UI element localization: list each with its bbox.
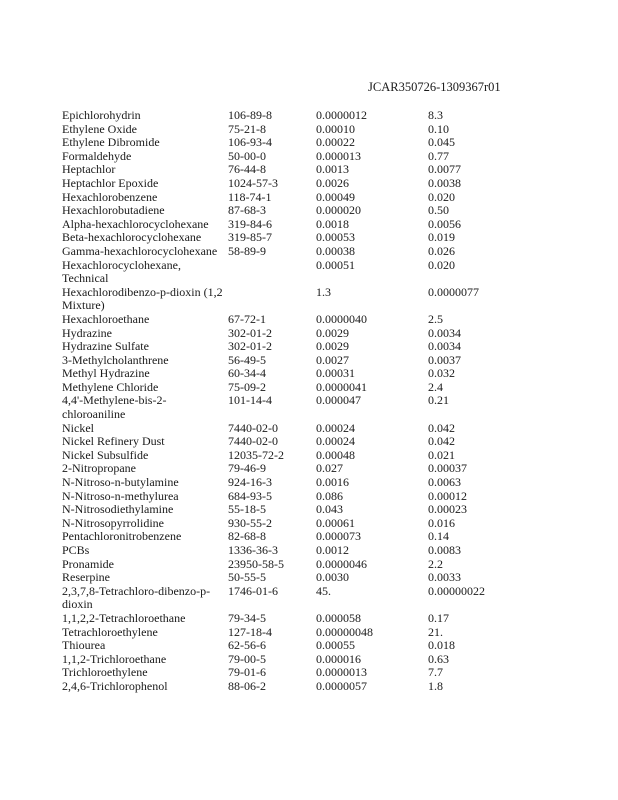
chemical-name: Tetrachloroethylene: [62, 624, 158, 639]
value-1: 0.00024: [316, 420, 355, 435]
cas-number: 118-74-1: [228, 189, 272, 204]
table-row: [62, 381, 522, 395]
cas-number: 7440-02-0: [228, 420, 278, 435]
value-1: 0.0012: [316, 543, 349, 557]
chemical-name: Pentachloronitrobenzene: [62, 529, 182, 544]
cas-number: 23950-58-5: [228, 556, 284, 571]
table-row: [62, 517, 522, 531]
value-1: 0.00022: [316, 135, 355, 150]
value-2: 1.8: [428, 678, 443, 693]
chemical-name: Heptachlor: [62, 162, 116, 177]
value-2: 0.21: [428, 393, 449, 408]
value-1: 0.0029: [316, 339, 349, 354]
value-2: 0.00012: [428, 488, 467, 503]
value-2: 0.0034: [428, 339, 461, 354]
cas-number: 319-85-7: [228, 230, 272, 245]
value-2: 0.021: [428, 447, 455, 462]
table-row: [62, 571, 522, 585]
cas-number: 88-06-2: [228, 678, 266, 693]
value-2: 2.2: [428, 556, 443, 571]
chemical-name: Heptachlor Epoxide: [62, 175, 159, 190]
chemical-name: Hydrazine Sulfate: [62, 339, 149, 354]
table-row: [62, 163, 522, 177]
table-row: [62, 354, 522, 368]
chemical-name: Hexachlorobenzene: [62, 189, 158, 204]
value-2: 0.77: [428, 148, 449, 163]
chemical-name: 4,4'-Methylene-bis-2-chloroaniline: [62, 393, 167, 422]
value-2: 0.019: [428, 230, 455, 245]
cas-number: 302-01-2: [228, 325, 272, 340]
value-2: 0.0000077: [428, 284, 479, 299]
chemical-name: Nickel Refinery Dust: [62, 434, 165, 449]
chemical-name: Thiourea: [62, 638, 106, 653]
cas-number: 75-09-2: [228, 379, 266, 394]
table-row: [62, 476, 522, 490]
value-2: 0.14: [428, 529, 449, 544]
chemical-name: Hexachloroethane: [62, 311, 150, 326]
cas-number: 58-89-9: [228, 243, 266, 258]
value-1: 0.00010: [316, 121, 355, 136]
value-1: 0.0000046: [316, 556, 367, 571]
cas-number: 7440-02-0: [228, 434, 278, 449]
chemical-name: 2,3,7,8-Tetrachloro-dibenzo-p-dioxin: [62, 583, 211, 612]
chemical-name: 1,1,2,2-Tetrachloroethane: [62, 610, 186, 625]
chemical-name: Trichloroethylene: [62, 665, 148, 680]
cas-number: 930-55-2: [228, 515, 272, 530]
chemical-name: 2-Nitropropane: [62, 461, 136, 476]
chemical-name: Ethylene Dibromide: [62, 135, 160, 150]
value-2: 0.00023: [428, 502, 467, 517]
table-row: [62, 313, 522, 327]
chemical-name: 1,1,2-Trichloroethane: [62, 651, 167, 666]
value-2: 2.4: [428, 379, 443, 394]
value-1: 0.000020: [316, 203, 361, 218]
value-2: 0.0037: [428, 352, 461, 367]
cas-number: 82-68-8: [228, 529, 266, 544]
value-2: 0.016: [428, 515, 455, 530]
table-row: [62, 449, 522, 463]
table-row: [62, 626, 522, 640]
table-row: [62, 422, 522, 436]
chemical-name: 3-Methylcholanthrene: [62, 352, 169, 367]
chemical-name: Nickel Subsulfide: [62, 447, 149, 462]
cas-number: 106-93-4: [228, 135, 272, 150]
cas-number: 76-44-8: [228, 162, 266, 177]
value-2: 7.7: [428, 665, 443, 680]
value-1: 0.0000040: [316, 311, 367, 326]
chemical-name: Pronamide: [62, 556, 114, 571]
table-row: [62, 286, 522, 313]
cas-number: 302-01-2: [228, 339, 272, 354]
value-1: 0.027: [316, 461, 343, 476]
value-1: 0.000016: [316, 651, 361, 666]
value-1: 0.000013: [316, 148, 361, 163]
document-id: JCAR350726-1309367r01: [368, 80, 501, 94]
value-1: 0.00031: [316, 366, 355, 381]
table-row: [62, 530, 522, 544]
chemical-name: Reserpine: [62, 570, 110, 585]
table-row: [62, 340, 522, 354]
chemical-name: PCBs: [62, 543, 90, 557]
table-row: [62, 666, 522, 680]
cas-number: 67-72-1: [228, 311, 266, 326]
chemical-name: Hydrazine: [62, 325, 112, 340]
table-row: [62, 327, 522, 341]
chemical-name: 2,4,6-Trichlorophenol: [62, 678, 168, 693]
chemical-name: Methylene Chloride: [62, 379, 159, 394]
value-2: 0.042: [428, 434, 455, 449]
value-2: 0.00000022: [428, 583, 485, 598]
cas-number: 56-49-5: [228, 352, 266, 367]
value-1: 0.0013: [316, 162, 349, 177]
value-1: 0.0027: [316, 352, 349, 367]
table-row: [62, 150, 522, 164]
value-2: 0.0034: [428, 325, 461, 340]
cas-number: 62-56-6: [228, 638, 266, 653]
value-2: 0.020: [428, 257, 455, 272]
cas-number: 50-55-5: [228, 570, 266, 585]
table-row: [62, 585, 522, 612]
cas-number: 12035-72-2: [228, 447, 284, 462]
value-1: 0.00053: [316, 230, 355, 245]
table-row: [62, 653, 522, 667]
table-row: [62, 245, 522, 259]
value-1: 0.086: [316, 488, 343, 503]
table-row: [62, 123, 522, 137]
cas-number: 50-00-0: [228, 148, 266, 163]
value-1: 45.: [316, 583, 331, 598]
chemical-table: [62, 109, 522, 694]
cas-number: 1746-01-6: [228, 583, 278, 598]
chemical-name: Gamma-hexachlorocyclohexane: [62, 243, 218, 258]
value-1: 0.00061: [316, 515, 355, 530]
table-row: [62, 680, 522, 694]
value-2: 0.0038: [428, 175, 461, 190]
cas-number: 79-00-5: [228, 651, 266, 666]
chemical-name: Ethylene Oxide: [62, 121, 137, 136]
table-row: [62, 612, 522, 626]
value-2: 0.0083: [428, 543, 461, 557]
value-1: 0.000047: [316, 393, 361, 408]
chemical-name: N-Nitrosopyrrolidine: [62, 515, 164, 530]
table-row: [62, 136, 522, 150]
cas-number: 924-16-3: [228, 475, 272, 490]
cas-number: 87-68-3: [228, 203, 266, 218]
value-2: 0.045: [428, 135, 455, 150]
value-1: 0.00051: [316, 257, 355, 272]
value-1: 0.0026: [316, 175, 349, 190]
value-1: 0.000073: [316, 529, 361, 544]
cas-number: 75-21-8: [228, 121, 266, 136]
chemical-name: N-Nitroso-n-methylurea: [62, 488, 179, 503]
cas-number: 60-34-4: [228, 366, 266, 381]
cas-number: 1336-36-3: [228, 543, 278, 557]
chemical-name: N-Nitroso-n-butylamine: [62, 475, 179, 490]
table-row: [62, 639, 522, 653]
value-1: 1.3: [316, 284, 331, 299]
value-2: 0.020: [428, 189, 455, 204]
value-2: 8.3: [428, 108, 443, 122]
chemical-name: Epichlorohydrin: [62, 108, 141, 122]
value-1: 0.0000013: [316, 665, 367, 680]
cas-number: 1024-57-3: [228, 175, 278, 190]
cas-number: 79-34-5: [228, 610, 266, 625]
chemical-name: Formaldehyde: [62, 148, 132, 163]
value-2: 0.00037: [428, 461, 467, 476]
chemical-name: Hexachlorocyclohexane, Technical: [62, 257, 181, 286]
value-1: 0.00055: [316, 638, 355, 653]
cas-number: [228, 259, 316, 286]
cas-number: 106-89-8: [228, 108, 272, 122]
value-1: 0.0016: [316, 475, 349, 490]
value-2: 0.10: [428, 121, 449, 136]
chemical-name: Methyl Hydrazine: [62, 366, 150, 381]
cas-number: 101-14-4: [228, 393, 272, 408]
value-1: 0.043: [316, 502, 343, 517]
value-1: 0.0000012: [316, 108, 367, 122]
chemical-name: Hexachlorobutadiene: [62, 203, 165, 218]
value-1: 0.00000048: [316, 624, 373, 639]
value-2: 21.: [428, 624, 443, 639]
cas-number: 55-18-5: [228, 502, 266, 517]
cas-number: 319-84-6: [228, 216, 272, 231]
value-1: 0.0030: [316, 570, 349, 585]
table-row: [62, 462, 522, 476]
value-1: 0.0000041: [316, 379, 367, 394]
value-2: 0.63: [428, 651, 449, 666]
table-row: [62, 394, 522, 421]
value-2: 2.5: [428, 311, 443, 326]
value-1: 0.00048: [316, 447, 355, 462]
value-1: 0.0018: [316, 216, 349, 231]
chemical-name: Beta-hexachlorocyclohexane: [62, 230, 202, 245]
table-row: [62, 435, 522, 449]
value-1: 0.00024: [316, 434, 355, 449]
value-1: 0.0029: [316, 325, 349, 340]
value-2: 0.042: [428, 420, 455, 435]
value-2: 0.17: [428, 610, 449, 625]
table-row: [62, 544, 522, 558]
table-row: [62, 204, 522, 218]
cas-number: 79-46-9: [228, 461, 266, 476]
cas-number: 684-93-5: [228, 488, 272, 503]
table-row: [62, 177, 522, 191]
value-2: 0.026: [428, 243, 455, 258]
table-row: [62, 231, 522, 245]
table-row: [62, 367, 522, 381]
table-row: [62, 191, 522, 205]
table-row: [62, 558, 522, 572]
table-row: [62, 490, 522, 504]
cas-number: 79-01-6: [228, 665, 266, 680]
value-2: 0.0056: [428, 216, 461, 231]
value-2: 0.50: [428, 203, 449, 218]
table-row: [62, 218, 522, 232]
value-2: 0.0063: [428, 475, 461, 490]
value-2: 0.0033: [428, 570, 461, 585]
chemical-name: Hexachlorodibenzo-p-dioxin (1,2 Mixture): [62, 284, 223, 313]
chemical-name: N-Nitrosodiethylamine: [62, 502, 174, 517]
chemical-name: Nickel: [62, 420, 94, 435]
value-1: 0.000058: [316, 610, 361, 625]
value-2: 0.032: [428, 366, 455, 381]
value-1: 0.00049: [316, 189, 355, 204]
cas-number: [228, 286, 316, 313]
value-2: 0.018: [428, 638, 455, 653]
table-row: [62, 503, 522, 517]
cas-number: 127-18-4: [228, 624, 272, 639]
value-1: 0.0000057: [316, 678, 367, 693]
value-1: 0.00038: [316, 243, 355, 258]
value-2: 0.0077: [428, 162, 461, 177]
chemical-name: Alpha-hexachlorocyclohexane: [62, 216, 209, 231]
table-row: [62, 259, 522, 286]
table-row: [62, 109, 522, 123]
